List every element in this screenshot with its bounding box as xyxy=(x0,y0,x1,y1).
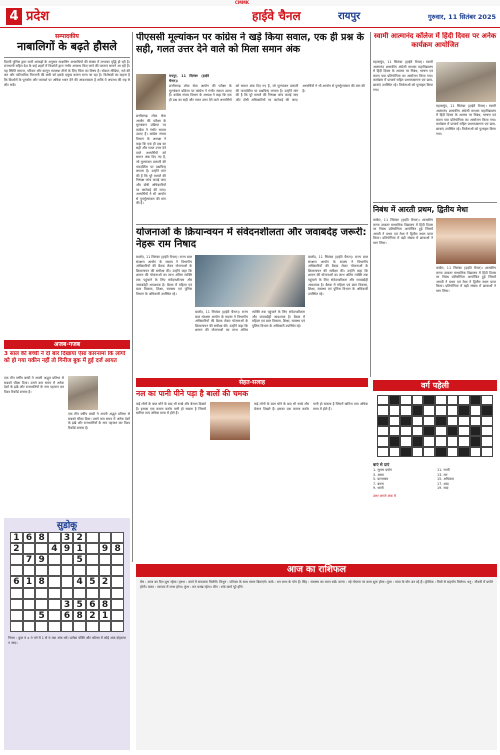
crossword-cell xyxy=(377,436,389,446)
crossword-title: वर्ग पहेली xyxy=(373,380,497,391)
column-divider xyxy=(370,32,371,377)
crossword-cell xyxy=(400,416,412,426)
sudoku-cell xyxy=(48,554,61,565)
sudoku-cell xyxy=(10,565,23,576)
meeting-photo xyxy=(195,255,305,307)
crossword-cell xyxy=(412,426,424,436)
crossword-cell xyxy=(447,416,459,426)
editorial-body: दिल्ली पुलिस द्वारा जारी आंकड़ों के अनुसार नाबालिग अपराधियों की संख्या में लगातार वृद्धि हो रही है। राजधानी सहित देश के कई शहरों में किशोरों द्वारा गंभीर अपराध किए जाने की घटनाएं सामने आ रही हैं। यह स्थिति समाज, परिवार और कानून व्यवस्था तीनों के लिए चिंता का विषय है। सोशल मीडिया, नशे की लत और पारिवारिक निगरानी की कमी को इसके प्रमुख कारण माना जा रहा है। विशेषज्ञों का कहना है कि किशोरों के पुनर्वास और परामर्श पर अधिक ध्यान देने की आवश्यकता है ताकि वे अपराध की राह से लौट सकें। xyxy=(4,59,130,87)
sudoku-cell: 9 xyxy=(99,543,112,554)
sudoku-cell xyxy=(73,621,86,632)
essay-headline: निबंध में आरती प्रथम, द्वितीय मेधा xyxy=(373,204,468,214)
crossword-cell xyxy=(447,447,459,457)
side-headline: स्वामी आत्मानंद कॉलेज में हिंदी दिवस पर अनेक कार्यक्रम आयोजित xyxy=(373,32,497,49)
second-body-right: बालोद, 11 सितंबर (हाईवे चैनल)। राज्य बाल संरक्षण आयोग के सदस्य ने विभागीय अधिकारियों की बैठक लेकर योजनाओं के क्रियान्वयन की समीक्षा की। उन्होंने कहा कि शासन की योजनाओं का लाभ अंतिम व्यक्ति तक पहुंचाने के लिए संवेदनशीलता और जवाबदेही आवश्यक है। बैठक में महिला एवं बाल विकास, शिक्षा, स्वास्थ्य एवं पुलिस विभाग के अधिकारी उपस्थित रहे। xyxy=(308,255,368,296)
crossword-cell xyxy=(412,416,424,426)
crossword-block xyxy=(373,380,497,562)
crossword-cell xyxy=(447,436,459,446)
sudoku-cell xyxy=(23,588,36,599)
crossword-clue: 7. बनना xyxy=(373,481,384,486)
wonder-tag: अजब-गजब xyxy=(4,340,130,349)
sudoku-cell xyxy=(86,532,99,543)
side-body: महासमुंद, 11 सितंबर (हाईवे चैनल)। स्वामी आत्मानंद शासकीय अंग्रेजी माध्यम महाविद्यालय में हिंदी दिवस के अवसर पर निबंध, भाषण एवं काव्य पाठ प्रतियोगिता का आयोजन किया गया। कार्यक्रम में प्राचार्य सहित प्राध्यापकगण एवं छात्र-छात्राएं उपस्थित रहे। विजेताओं को पुरस्कृत किया गया। xyxy=(373,60,433,92)
crossword-cell xyxy=(412,436,424,446)
health-body-cont: कई लोगों के बाल धोने के बाद भी रूखे और बेजान दिखते हैं। इसका एक कारण कठोर पानी हो सकता है जिसमें खनिज तत्व अधिक मात्रा में होते हैं। xyxy=(254,402,368,411)
sudoku-cell xyxy=(111,621,124,632)
page-header xyxy=(0,6,500,28)
crossword-cell xyxy=(481,436,493,446)
column-divider xyxy=(132,32,133,562)
main-dateline: रायपुर, 11 सितंबर (हाईवे चैनल)। xyxy=(169,74,209,83)
crossword-cell xyxy=(400,436,412,446)
crossword-cell xyxy=(447,395,459,405)
wonder-body-cont: एक तीन वर्षीय बच्ची ने अपनी अद्भुत प्रतिभा से सबको चौंका दिया। उसने कम समय में अनेक देशों के झंडे और राजधानियों के नाम पहचान कर विश्व रिकॉर्ड बनाया है। xyxy=(68,412,130,430)
crossword-cell xyxy=(470,416,482,426)
sudoku-cell xyxy=(73,588,86,599)
crossword-cell xyxy=(377,395,389,405)
main-story xyxy=(136,32,368,222)
sudoku-cell: 5 xyxy=(35,610,48,621)
sudoku-cell xyxy=(111,532,124,543)
section-name: प्रदेश xyxy=(26,9,50,24)
sudoku-cell: 4 xyxy=(73,576,86,587)
sudoku-cell xyxy=(48,565,61,576)
sudoku-cell xyxy=(111,599,124,610)
sudoku-cell: 6 xyxy=(23,532,36,543)
crossword-cell xyxy=(389,447,401,457)
event-photo xyxy=(436,62,496,102)
sudoku-cell: 2 xyxy=(73,532,86,543)
crossword-cell xyxy=(423,405,435,415)
sudoku-cell xyxy=(111,588,124,599)
main-body: छत्तीसगढ़ लोक सेवा आयोग की परीक्षा के मूल्यांकन प्रक्रिया पर कांग्रेस ने गंभीर सवाल उठाए हैं। कांग्रेस संचार विभाग के अध्यक्ष ने कहा कि एक ही प्रश्न का सही और गलत उत्तर देने वाले अभ्यर्थियों को समान अंक दिए गए हैं, जो मूल्यांकन प्रणाली की पारदर्शिता पर प्रश्नचिन्ह लगाता है। उन्होंने मांग की है कि पूरे मामले की निष्पक्ष जांच कराई जाए और दोषी अधिकारियों पर कार्रवाई की जाए। अभ्यर्थियों ने भी आयोग से पुनर्मूल्यांकन की मांग की है। xyxy=(169,84,365,102)
crossword-cell xyxy=(389,436,401,446)
crossword-cell xyxy=(423,416,435,426)
sudoku-cell: 3 xyxy=(61,532,74,543)
sudoku-cell xyxy=(99,532,112,543)
sudoku-cell xyxy=(35,621,48,632)
crossword-cell xyxy=(458,436,470,446)
sudoku-cell xyxy=(48,588,61,599)
child-photo xyxy=(68,376,98,410)
crossword-cell xyxy=(412,405,424,415)
crossword-cell xyxy=(377,447,389,457)
sudoku-cell: 1 xyxy=(99,610,112,621)
crossword-cell xyxy=(458,447,470,457)
main-headline: पीएससी मूल्यांकन पर कांग्रेस ने खड़े किया सवाल, एक ही प्रश्न के सही, गलत उत्तर देने वाले को मिला समान अंक xyxy=(136,32,364,55)
main-body-cont: छत्तीसगढ़ लोक सेवा आयोग की परीक्षा के मूल्यांकन प्रक्रिया पर कांग्रेस ने गंभीर सवाल उठाए हैं। कांग्रेस संचार विभाग के अध्यक्ष ने कहा कि एक ही प्रश्न का सही और गलत उत्तर देने वाले अभ्यर्थियों को समान अंक दिए गए हैं, जो मूल्यांकन प्रणाली की पारदर्शिता पर प्रश्नचिन्ह लगाता है। उन्होंने मांग की है कि पूरे मामले की निष्पक्ष जांच कराई जाए और दोषी अधिकारियों पर कार्रवाई की जाए। अभ्यर्थियों ने भी आयोग से पुनर्मूल्यांकन की मांग की है। xyxy=(136,114,166,206)
sudoku-cell xyxy=(111,610,124,621)
sudoku-cell xyxy=(61,554,74,565)
crossword-cell xyxy=(481,395,493,405)
sudoku-cell xyxy=(48,610,61,621)
crossword-grid xyxy=(377,395,493,457)
sudoku-cell xyxy=(23,610,36,621)
sudoku-cell xyxy=(23,621,36,632)
hair-photo xyxy=(210,402,250,440)
sudoku-cell xyxy=(86,621,99,632)
sudoku-cell xyxy=(99,565,112,576)
sudoku-cell: 1 xyxy=(73,543,86,554)
sudoku-cell xyxy=(35,599,48,610)
second-story xyxy=(136,224,368,374)
sudoku-cell xyxy=(10,621,23,632)
sudoku-cell xyxy=(10,610,23,621)
sudoku-cell xyxy=(48,576,61,587)
essay-body: कांकेर, 11 सितंबर (हाईवे चैनल)। शासकीय कन्या उच्चतर माध्यमिक विद्यालय में हिंदी दिवस पर निबंध प्रतियोगिता आयोजित हुई जिसमें आरती ने प्रथम एवं मेधा ने द्वितीय स्थान प्राप्त किया। प्रतियोगिता में बड़ी संख्या में छात्राओं ने भाग लिया। xyxy=(373,218,433,245)
crossword-clue: 17. शब्द xyxy=(437,481,449,486)
crossword-cell xyxy=(447,426,459,436)
crossword-cell xyxy=(400,426,412,436)
sudoku-cell xyxy=(86,554,99,565)
editorial-headline: नाबालिगों के बढ़ते हौसले xyxy=(17,40,117,53)
issue-date: गुरुवार, 11 सितंबर 2025 xyxy=(427,13,496,21)
sudoku-cell xyxy=(73,565,86,576)
sudoku-cell xyxy=(61,576,74,587)
sudoku-cell: 8 xyxy=(73,610,86,621)
sudoku-cell xyxy=(111,576,124,587)
crossword-cell xyxy=(400,395,412,405)
sudoku-cell xyxy=(86,565,99,576)
sudoku-cell: 5 xyxy=(73,554,86,565)
sudoku-cell xyxy=(61,588,74,599)
wonder-body: एक तीन वर्षीय बच्ची ने अपनी अद्भुत प्रतिभा से सबको चौंका दिया। उसने कम समय में अनेक देशों के झंडे और राजधानियों के नाम पहचान कर विश्व रिकॉर्ड बनाया है। xyxy=(4,376,64,394)
city-name: रायपुर xyxy=(338,11,361,22)
page-number: 4 xyxy=(6,8,22,25)
crossword-cell xyxy=(423,436,435,446)
horoscope-body: मेष : आज का दिन शुभ रहेगा। वृषभ : कार्य में सफलता मिलेगी। मिथुन : परिवार के साथ समय बिताएंगे। कर्क : धन लाभ के योग हैं। सिंह : स्वास्थ्य का ध्यान रखें। कन्या : नई योजना पर काम शुरू होगा। तुला : यात्रा के योग बन रहे हैं। वृश्चिक : मित्रों से सहयोग मिलेगा। धनु : नौकरी में प्रगति होगी। मकर : व्यापार में लाभ होगा। कुंभ : मन प्रसन्न रहेगा। मीन : रुके कार्य पूरे होंगे। xyxy=(140,580,493,589)
crossword-cell xyxy=(470,426,482,436)
sudoku-cell xyxy=(23,599,36,610)
crossword-cell xyxy=(377,416,389,426)
clues-list xyxy=(373,468,497,491)
health-headline: नल का पानी पीने पड़ा है बालों की चमक xyxy=(136,389,249,398)
crossword-clues xyxy=(373,462,497,562)
crossword-clue: 15. अधिकार xyxy=(437,477,454,482)
crossword-cell xyxy=(400,447,412,457)
crossword-cell xyxy=(435,447,447,457)
crossword-cell xyxy=(435,416,447,426)
sudoku-cell: 2 xyxy=(86,610,99,621)
sudoku-cell: 6 xyxy=(86,599,99,610)
crossword-cell xyxy=(458,395,470,405)
crossword-clue: 11. गरमी xyxy=(437,468,450,472)
crossword-cell xyxy=(481,405,493,415)
crossword-cell xyxy=(470,405,482,415)
crossword-cell xyxy=(435,426,447,436)
sudoku-cell: 4 xyxy=(48,543,61,554)
essay-story xyxy=(373,202,497,377)
divider xyxy=(373,202,497,203)
crossword-cell xyxy=(423,426,435,436)
crossword-cell xyxy=(423,395,435,405)
second-body: बालोद, 11 सितंबर (हाईवे चैनल)। राज्य बाल संरक्षण आयोग के सदस्य ने विभागीय अधिकारियों की बैठक लेकर योजनाओं के क्रियान्वयन की समीक्षा की। उन्होंने कहा कि शासन की योजनाओं का लाभ अंतिम व्यक्ति तक पहुंचाने के लिए संवेदनशीलता और जवाबदेही आवश्यक है। बैठक में महिला एवं बाल विकास, शिक्षा, स्वास्थ्य एवं पुलिस विभाग के अधिकारी उपस्थित रहे। xyxy=(136,255,192,296)
editorial-tag: सम्पादकीय xyxy=(55,33,79,40)
second-headline: योजनाओं के क्रियान्वयन में संवेदनशीलता और जवाबदेह जरूरी: नेहरू राम निषाद xyxy=(136,226,367,250)
crossword-cell xyxy=(412,395,424,405)
sudoku-cell xyxy=(23,565,36,576)
crossword-cell xyxy=(423,447,435,457)
sudoku-cell: 8 xyxy=(111,543,124,554)
story-photo xyxy=(136,74,166,110)
sudoku-cell: 5 xyxy=(73,599,86,610)
sudoku-cell xyxy=(99,554,112,565)
crossword-cell xyxy=(389,426,401,436)
wonder-column xyxy=(4,340,130,515)
side-story xyxy=(373,32,497,200)
crossword-cell xyxy=(458,426,470,436)
sudoku-cell: 7 xyxy=(23,554,36,565)
sudoku-cell xyxy=(99,588,112,599)
crossword-cell xyxy=(458,405,470,415)
crossword-cell xyxy=(389,405,401,415)
crossword-cell xyxy=(435,436,447,446)
sudoku-cell: 8 xyxy=(35,532,48,543)
health-body: कई लोगों के बाल धोने के बाद भी रूखे और बेजान दिखते हैं। इसका एक कारण कठोर पानी हो सकता है जिसमें खनिज तत्व अधिक मात्रा में होते हैं। xyxy=(136,402,206,416)
sudoku-cell xyxy=(35,588,48,599)
sudoku-cell xyxy=(86,588,99,599)
top-strip-label: CMMK xyxy=(235,0,249,5)
crossword-cell xyxy=(481,447,493,457)
sudoku-cell xyxy=(111,565,124,576)
crossword-cell xyxy=(389,416,401,426)
sudoku-instructions: नियम : कुल 9 x 9 वर्ग में 1 से 9 तक अंक भरें। प्रत्येक पंक्ति और कॉलम में कोई अंक दोहराया न जाए। xyxy=(8,636,126,645)
sudoku-cell: 6 xyxy=(61,610,74,621)
second-body-cont: बालोद, 11 सितंबर (हाईवे चैनल)। राज्य बाल संरक्षण आयोग के सदस्य ने विभागीय अधिकारियों की बैठक लेकर योजनाओं के क्रियान्वयन की समीक्षा की। उन्होंने कहा कि शासन की योजनाओं का लाभ अंतिम व्यक्ति तक पहुंचाने के लिए संवेदनशीलता और जवाबदेही आवश्यक है। बैठक में महिला एवं बाल विकास, शिक्षा, स्वास्थ्य एवं पुलिस विभाग के अधिकारी उपस्थित रहे। xyxy=(195,310,305,333)
sudoku-title: सुडोकू xyxy=(56,521,78,531)
sudoku-cell xyxy=(111,554,124,565)
sudoku-cell xyxy=(48,532,61,543)
crossword-cell xyxy=(412,447,424,457)
clues-title: बाएं से दाएं xyxy=(373,462,390,467)
sudoku-cell: 9 xyxy=(61,543,74,554)
sudoku-block xyxy=(4,518,130,750)
divider xyxy=(4,57,130,58)
crossword-clue: 9. धरती xyxy=(373,486,384,491)
crossword-footer: उत्तर अगले अंक में xyxy=(373,493,396,498)
sudoku-cell: 3 xyxy=(61,599,74,610)
sudoku-cell xyxy=(99,621,112,632)
sudoku-cell: 9 xyxy=(35,554,48,565)
sudoku-cell xyxy=(23,543,36,554)
sudoku-cell xyxy=(48,621,61,632)
wonder-headline: 3 साल की बच्ची ने दो बार दिखाया ऐसा कारनामा कि लोगों को हो गया यकीन नहीं तो गिनीज बुक में हुई दर्ज आयत xyxy=(4,351,126,364)
sudoku-cell xyxy=(61,565,74,576)
divider xyxy=(136,224,368,225)
crossword-cell xyxy=(377,405,389,415)
crossword-cell xyxy=(435,405,447,415)
crossword-cell xyxy=(377,426,389,436)
sudoku-cell xyxy=(10,599,23,610)
horoscope-title: आज का राशिफल xyxy=(136,564,497,577)
horoscope-block xyxy=(136,564,497,750)
crossword-cell xyxy=(481,416,493,426)
sudoku-cell: 2 xyxy=(99,576,112,587)
crossword-cell xyxy=(481,426,493,436)
crossword-cell xyxy=(470,436,482,446)
crossword-clue: 5. प्राणायाम xyxy=(373,477,389,482)
crossword-clue: 19. सदा xyxy=(437,486,449,491)
crossword-cell xyxy=(389,395,401,405)
sudoku-cell xyxy=(35,543,48,554)
sudoku-cell: 1 xyxy=(10,532,23,543)
crossword-cell xyxy=(447,405,459,415)
sudoku-cell xyxy=(10,554,23,565)
sudoku-cell: 6 xyxy=(10,576,23,587)
sudoku-cell: 8 xyxy=(35,576,48,587)
side-body-cont: महासमुंद, 11 सितंबर (हाईवे चैनल)। स्वामी आत्मानंद शासकीय अंग्रेजी माध्यम महाविद्यालय में हिंदी दिवस के अवसर पर निबंध, भाषण एवं काव्य पाठ प्रतियोगिता का आयोजन किया गया। कार्यक्रम में प्राचार्य सहित प्राध्यापकगण एवं छात्र-छात्राएं उपस्थित रहे। विजेताओं को पुरस्कृत किया गया। xyxy=(436,104,496,136)
brand-logo: हाईवे चैनल xyxy=(252,9,301,23)
crossword-cell xyxy=(400,405,412,415)
sudoku-cell xyxy=(61,621,74,632)
sudoku-grid xyxy=(10,532,124,632)
crossword-cell xyxy=(435,395,447,405)
essay-body-cont: कांकेर, 11 सितंबर (हाईवे चैनल)। शासकीय कन्या उच्चतर माध्यमिक विद्यालय में हिंदी दिवस पर निबंध प्रतियोगिता आयोजित हुई जिसमें आरती ने प्रथम एवं मेधा ने द्वितीय स्थान प्राप्त किया। प्रतियोगिता में बड़ी संख्या में छात्राओं ने भाग लिया। xyxy=(436,266,496,293)
sudoku-cell xyxy=(48,599,61,610)
crossword-clue: 13. मन xyxy=(437,472,448,477)
editorial-block xyxy=(4,32,130,337)
sudoku-cell xyxy=(35,565,48,576)
sudoku-cell xyxy=(10,588,23,599)
sudoku-cell: 1 xyxy=(23,576,36,587)
crossword-clue: 1. सुनना प्रयोग xyxy=(373,468,393,472)
crossword-cell xyxy=(458,416,470,426)
sudoku-cell: 5 xyxy=(86,576,99,587)
essay-photo xyxy=(436,218,496,264)
sudoku-cell xyxy=(86,543,99,554)
health-column xyxy=(136,378,368,513)
crossword-clue: 3. अम्मा xyxy=(373,472,384,477)
health-tag: सेहत-सलाह xyxy=(136,378,368,387)
crossword-cell xyxy=(470,447,482,457)
sudoku-cell: 2 xyxy=(10,543,23,554)
sudoku-cell: 8 xyxy=(99,599,112,610)
crossword-cell xyxy=(470,395,482,405)
